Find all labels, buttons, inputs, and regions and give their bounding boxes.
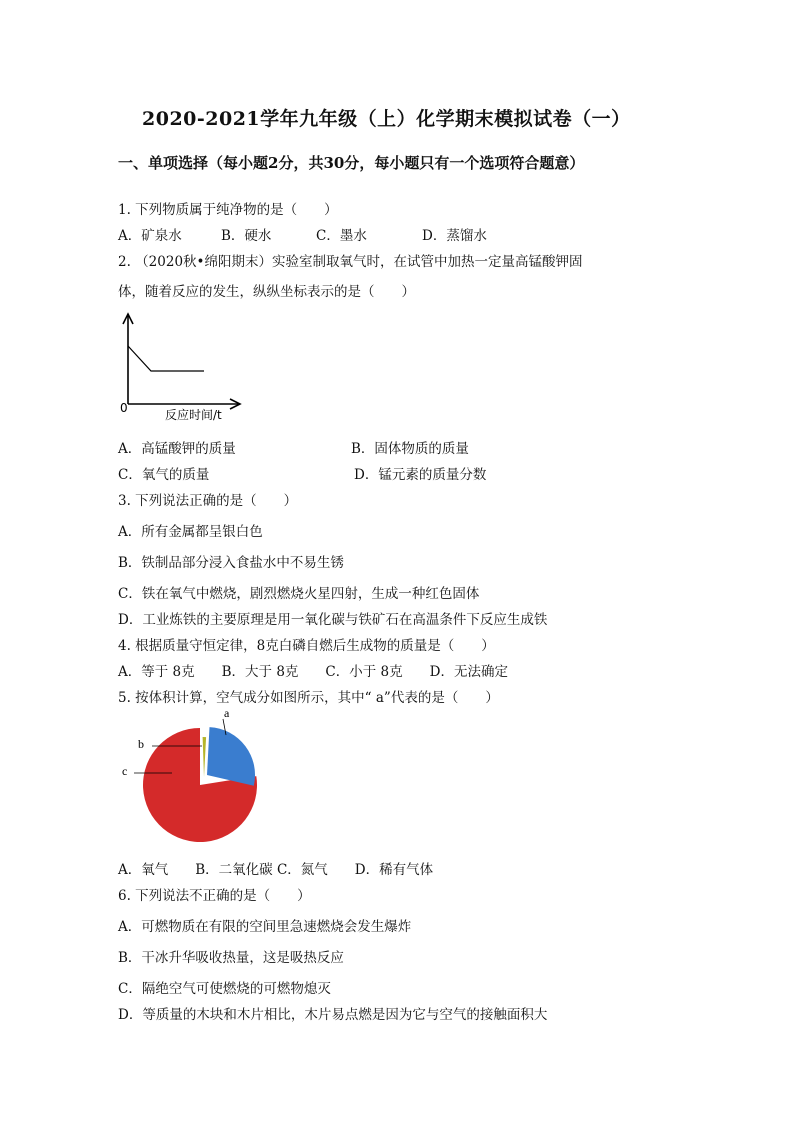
q6-stem: 6. 下列说法不正确的是（ ） <box>118 888 311 904</box>
q3-option-b: B．铁制品部分浸入食盐水中不易生锈 <box>118 555 344 571</box>
q1-option-d: D．蒸馏水 <box>422 228 487 244</box>
q5-options: A．氧气 B．二氧化碳 C．氮气 D．稀有气体 <box>118 862 434 878</box>
q5-stem: 5. 按体积计算，空气成分如图所示，其中“ a”代表的是（ ） <box>118 690 499 706</box>
q2-option-d: D．锰元素的质量分数 <box>354 467 487 483</box>
q1-option-c: C．墨水 <box>316 228 367 244</box>
q1-option-a: A．矿泉水 <box>118 228 182 244</box>
q1-stem: 1. 下列物质属于纯净物的是（ ） <box>118 202 338 218</box>
pie-label-c: c <box>122 764 128 778</box>
q1-option-b: B．硬水 <box>221 228 272 244</box>
q2-stem-line1: 2. （2020秋•绵阳期末）实验室制取氧气时，在试管中加热一定量高锰酸钾固 <box>118 254 583 270</box>
q2-option-c: C．氧气的质量 <box>118 467 210 483</box>
q2-option-a: A．高锰酸钾的质量 <box>118 441 236 457</box>
q3-option-a: A．所有金属都呈银白色 <box>118 524 263 540</box>
graph-x-label: 反应时间/t <box>165 408 222 422</box>
q3-stem: 3. 下列说法正确的是（ ） <box>118 493 298 509</box>
q6-option-c: C．隔绝空气可使燃烧的可燃物熄灭 <box>118 981 331 997</box>
pie-slice-a <box>207 727 255 786</box>
pie-label-a: a <box>224 706 230 720</box>
pie-label-b: b <box>138 737 144 751</box>
q6-option-d: D．等质量的木块和木片相比，木片易点燃是因为它与空气的接触面积大 <box>118 1007 548 1023</box>
q3-option-c: C．铁在氧气中燃烧，剧烈燃烧火星四射，生成一种红色固体 <box>118 586 480 602</box>
section-heading: 一、单项选择（每小题2分，共30分，每小题只有一个选项符合题意） <box>118 154 585 172</box>
graph-origin-label: 0 <box>120 401 128 415</box>
q2-graph <box>112 308 252 426</box>
graph-curve <box>128 346 204 371</box>
q2-option-b: B．固体物质的质量 <box>351 441 469 457</box>
q3-option-d: D．工业炼铁的主要原理是用一氧化碳与铁矿石在高温条件下反应生成铁 <box>118 612 548 628</box>
pie-slice-b <box>203 737 207 777</box>
q2-stem-line2: 体，随着反应的发生，纵纵坐标表示的是（ ） <box>118 284 415 300</box>
q5-pie-chart <box>118 705 268 850</box>
q6-option-a: A．可燃物质在有限的空间里急速燃烧会发生爆炸 <box>118 919 412 935</box>
page-title: 2020-2021学年九年级（上）化学期末模拟试卷（一） <box>142 108 631 130</box>
q4-stem: 4. 根据质量守恒定律，8克白磷自燃后生成物的质量是（ ） <box>118 638 495 654</box>
q6-option-b: B．干冰升华吸收热量，这是吸热反应 <box>118 950 344 966</box>
q4-options: A．等于 8克 B．大于 8克 C．小于 8克 D．无法确定 <box>118 664 508 680</box>
